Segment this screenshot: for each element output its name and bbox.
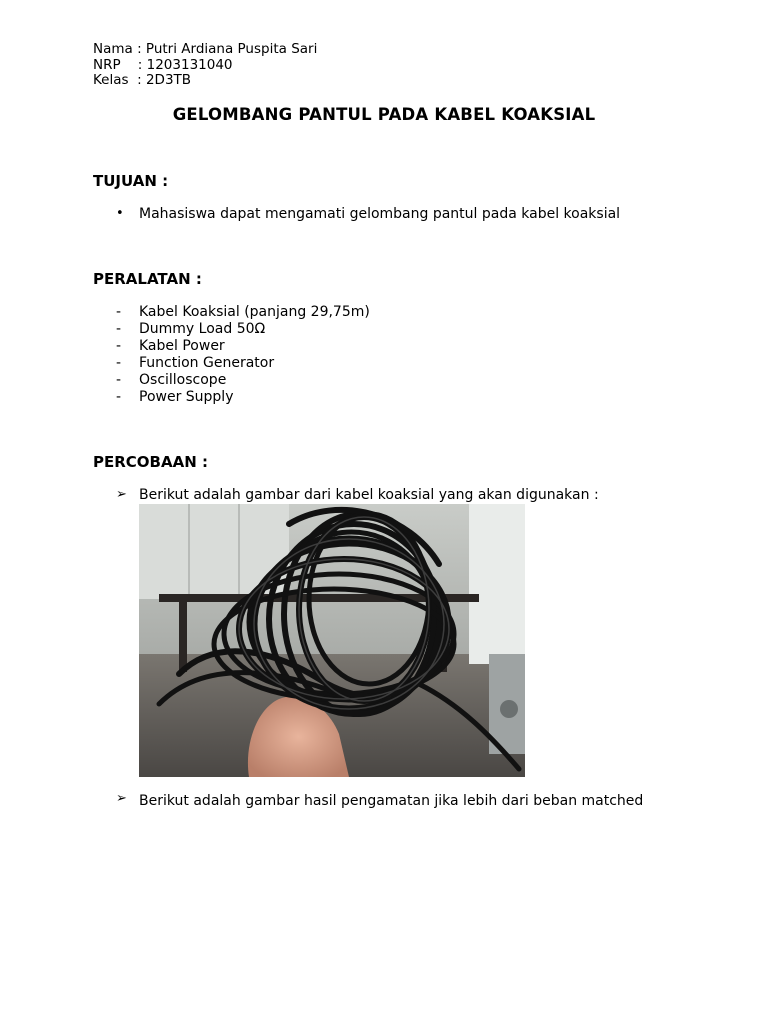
- list-item: [116, 372, 370, 389]
- arrow-bullet-icon: ➢: [116, 487, 127, 502]
- dash-icon: -: [116, 389, 122, 405]
- peralatan-heading: PERALATAN :: [93, 270, 202, 288]
- student-name: Nama : Putri Ardiana Puspita Sari: [93, 41, 318, 57]
- student-nrp: NRP : 1203131040: [93, 56, 233, 73]
- arrow-bullet-icon: ➢: [116, 791, 127, 806]
- percobaan-heading: PERCOBAAN :: [93, 453, 208, 471]
- list-item: [116, 355, 370, 372]
- list-item-text: Power Supply: [139, 389, 234, 405]
- list-item: [116, 338, 370, 355]
- tujuan-item-text: Mahasiswa dapat mengamati gelombang pantul pada kabel koaksial: [139, 206, 621, 222]
- list-item: [116, 389, 370, 406]
- list-item: [116, 304, 370, 321]
- list-item-text: Oscilloscope: [139, 372, 227, 388]
- tujuan-item: [116, 206, 620, 222]
- percobaan-item-text: Berikut adalah gambar hasil pengamatan jika lebih dari beban matched: [139, 793, 644, 809]
- list-item-text: Dummy Load 50Ω: [139, 321, 266, 337]
- dash-icon: -: [116, 338, 122, 354]
- list-item-text: Function Generator: [139, 355, 275, 371]
- student-info: [93, 42, 317, 89]
- dash-icon: -: [116, 304, 122, 320]
- percobaan-item-text: Berikut adalah gambar dari kabel koaksial yang akan digunakan :: [139, 487, 599, 503]
- peralatan-list: [116, 304, 370, 406]
- dash-icon: -: [116, 372, 122, 388]
- tujuan-heading: TUJUAN :: [93, 172, 169, 190]
- dash-icon: -: [116, 355, 122, 371]
- list-item-text: Kabel Koaksial (panjang 29,75m): [139, 304, 370, 320]
- student-class: Kelas : 2D3TB: [93, 72, 192, 88]
- list-item: [116, 321, 370, 338]
- document-title: GELOMBANG PANTUL PADA KABEL KOAKSIAL: [172, 105, 596, 124]
- bullet-icon: •: [116, 206, 124, 221]
- percobaan-item: [116, 487, 675, 504]
- coaxial-cable-photo: [139, 504, 525, 777]
- dash-icon: -: [116, 321, 122, 337]
- list-item-text: Kabel Power: [139, 338, 225, 354]
- percobaan-item: [116, 791, 675, 812]
